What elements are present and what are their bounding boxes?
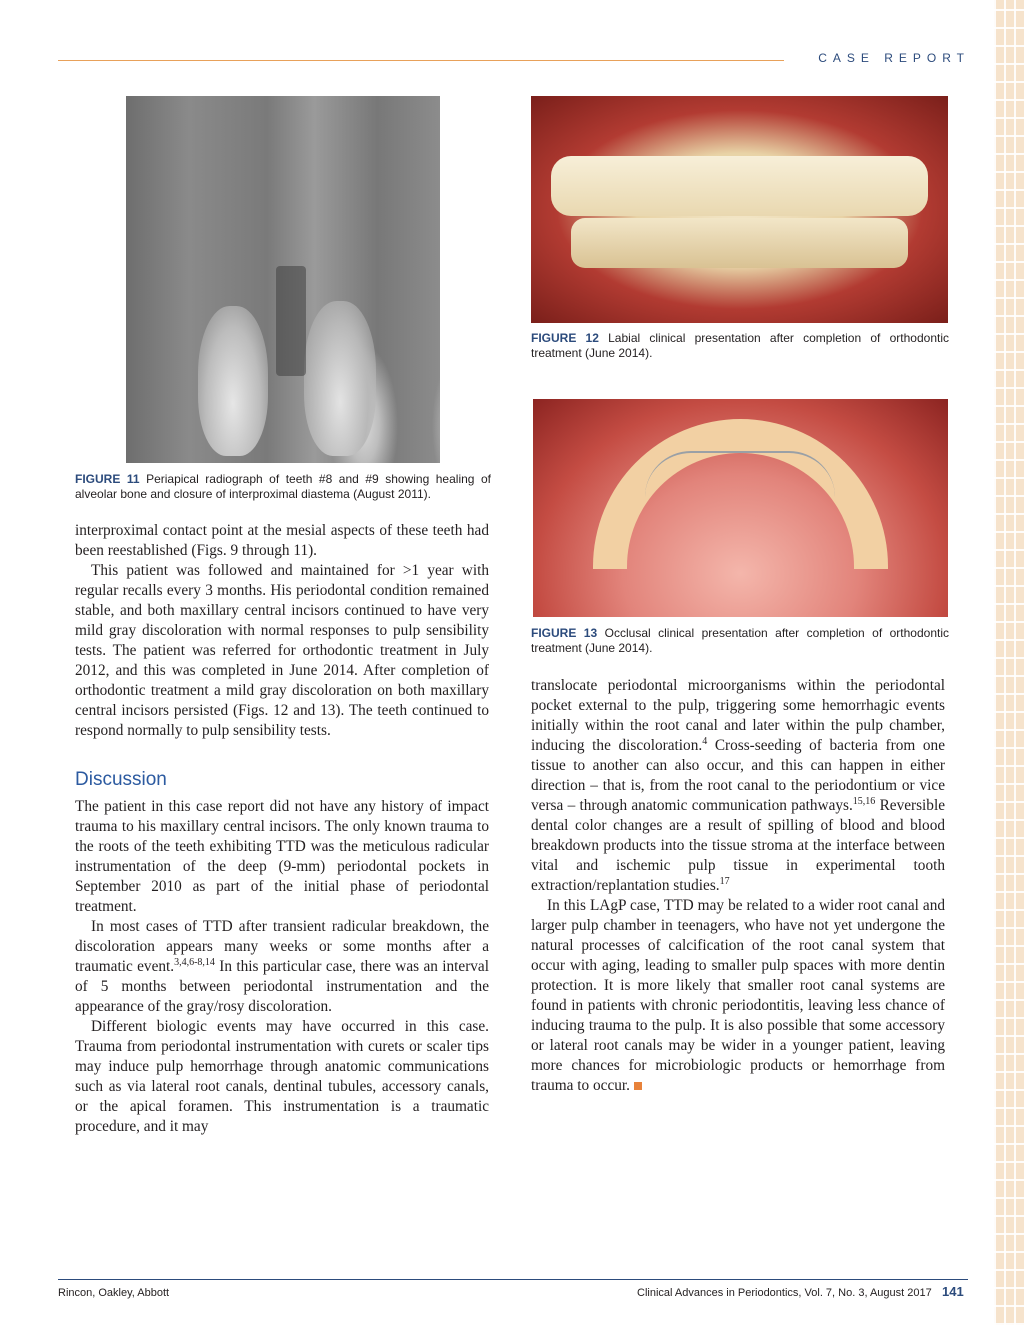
discussion-heading: Discussion [75,769,167,790]
header-rule [58,60,784,61]
paragraph: This patient was followed and maintained for >1 year with regular recalls every 3 months. His periodontal condition remained stable, and both maxillary central incisors continued to have very mild gray discoloration with normal responses to pulp sensibility tests. The patient was referred for orthodontic treatment in July 2012, and this was completed in June 2014. After completion of orthodontic treatment a mild gray discoloration on both maxillary central incisors persisted (Figs. 12 and 13). The teeth continued to respond normally to pulp sensibility tests. [75,562,489,739]
paragraph: In this LAgP case, TTD may be related to a wider root canal and larger pulp chamber in teenagers, who have not yet undergone the natural processes of calcification of the root canal system that occur with aging, leading to smaller pulp spaces with more dentin protection. It is more likely that smaller root canal systems are found in patients with chronic periodontitis, leaving less chance of inducing trauma to the pulp. It is also possible that some accessory or lateral root canals may be wider in a younger patient, leaving more chances for microbiologic products or hemorrhage from trauma to occur. [531,897,945,1094]
page-number: 141 [942,1284,964,1299]
paragraph: interproximal contact point at the mesial aspects of these teeth had been reestablished (Figs. 9 through 11). [75,522,489,559]
citation: 3,4,6-8,14 [174,956,215,968]
left-column [75,521,489,1137]
citation: 4 [702,735,708,747]
paragraph: In most cases of TTD after transient radicular breakdown, the discoloration appears many weeks or some months after a traumatic event.$^{3,4,6-8,14}$ In this particular case, there was an interval of 5 months between periodontal instrumentation and the appearance of the gray/rosy discoloration. [75,918,489,1015]
figure-11-caption: FIGURE 11 Periapical radiograph of teeth #8 and #9 showing healing of alveolar bone and closure of interproximal diastema (August 2011). [75,472,491,501]
footer-authors: Rincon, Oakley, Abbott [58,1287,170,1299]
citation: 17 [719,875,730,887]
paragraph: The patient in this case report did not have any history of impact trauma to his maxillary central incisors. The only known trauma to the roots of the teeth exhibiting TTD was the meticulous radicular instrumentation of the deep (9-mm) periodontal pockets in September 2010 as part of the initial phase of periodontal treatment. [75,798,489,915]
end-of-article-mark [634,1082,642,1090]
footer-rule [58,1279,968,1280]
figure-11-radiograph [126,96,440,463]
footer-journal: Clinical Advances in Periodontics, Vol. 7, No. 3, August 2017 [637,1287,932,1299]
figure-12-photo [531,96,948,323]
figure-13-photo [533,399,948,617]
citation: 15,16 [852,795,876,807]
right-column [531,676,945,1096]
paragraph: Different biologic events may have occurred in this case. Trauma from periodontal instrumentation with curets or scaler tips may induce pulp hemorrhage through anatomic communications such as via lateral root canals, dentinal tubules, accessory canals, or the apical foramen. This instrumentation is a traumatic procedure, and it may [75,1018,489,1135]
decorative-edge-strip [994,0,1024,1325]
paragraph: translocate periodontal microorganisms within the periodontal pocket external to the pulp, triggering some hemorrhagic events initially within the root canal and later within the pulp chamber, inducing the discoloration.$^4$ Cross-seeding of bacteria from one tissue to another can also occur, and this can happen in either direction – that is, from the root canal to the periodontium or vice versa – through anatomic communication pathways.$^{15,16}$ Reversible dental color changes are a result of spilling of blood and blood breakdown products into the tissue stroma at the interface between vital and ischemic pulp tissue in experimental tooth extraction/replantation studies.$^{17}$ [531,677,945,894]
figure-12-caption: FIGURE 12 Labial clinical presentation after completion of orthodontic treatment (June 2014). [531,331,949,360]
section-label: CASE REPORT [818,51,970,65]
figure-13-caption: FIGURE 13 Occlusal clinical presentation after completion of orthodontic treatment (June 2014). [531,626,950,655]
